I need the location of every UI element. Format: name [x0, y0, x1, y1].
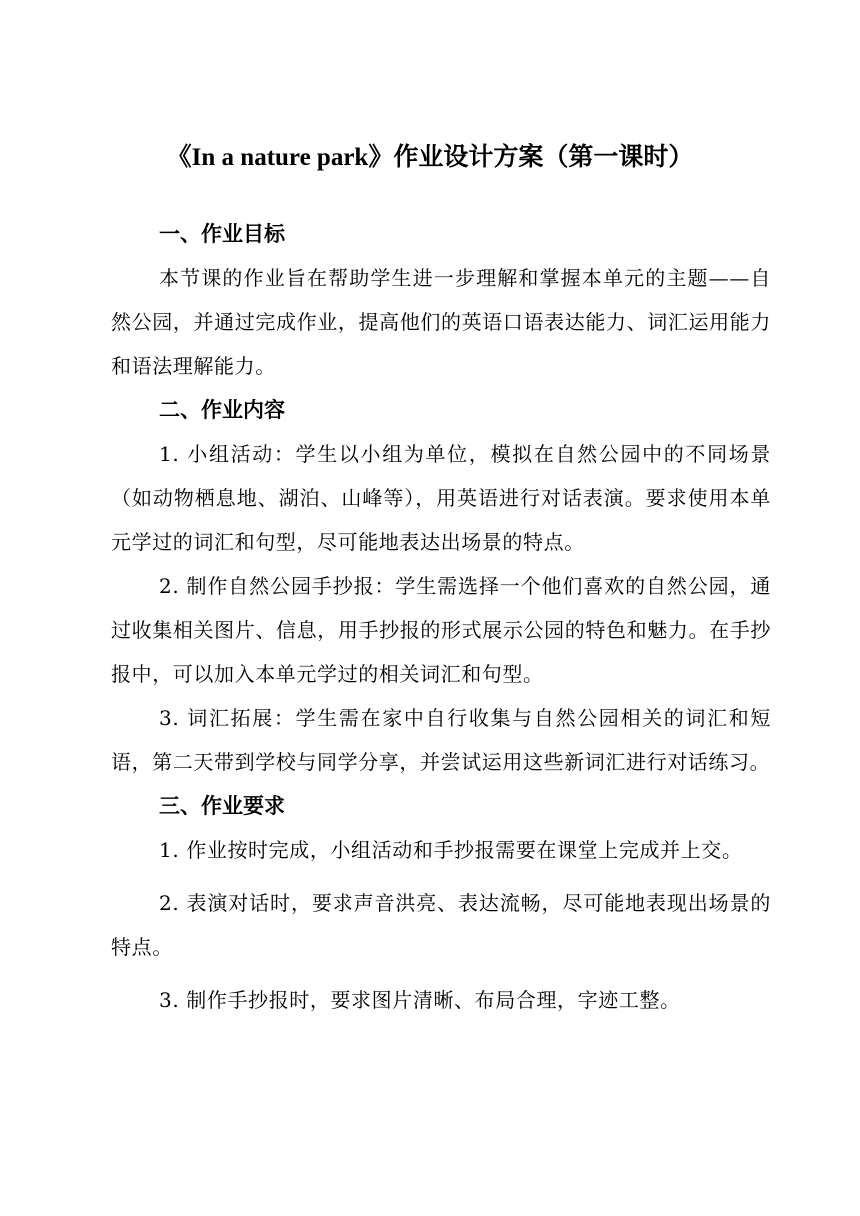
document-body: [111, 212, 771, 1022]
paragraph: 2. 表演对话时，要求声音洪亮、表达流畅，尽可能地表现出场景的特点。: [111, 891, 771, 959]
paragraph: 3. 制作手抄报时，要求图片清晰、布局合理，字迹工整。: [159, 988, 681, 1012]
section-homework-requirements: [111, 784, 771, 1022]
section-homework-content: [111, 388, 771, 784]
paragraph: 1. 小组活动：学生以小组为单位，模拟在自然公园中的不同场景（如动物栖息地、湖泊、山峰等），用英语进行对话表演。要求使用本单元学过的词汇和句型，尽可能地表达出场景的特点。: [111, 442, 771, 554]
paragraph: 1. 作业按时完成，小组活动和手抄报需要在课堂上完成并上交。: [159, 838, 743, 862]
document-title: 《In a nature park》作业设计方案（第一课时）: [166, 144, 694, 171]
section-heading: 三、作业要求: [159, 793, 285, 818]
section-homework-goals: [111, 212, 771, 388]
section-heading: 一、作业目标: [159, 221, 285, 246]
section-heading: 二、作业内容: [159, 397, 285, 422]
paragraph: 3. 词汇拓展：学生需在家中自行收集与自然公园相关的词汇和短语，第二天带到学校与同学分享，并尝试运用这些新词汇进行对话练习。: [111, 706, 771, 774]
paragraph: 本节课的作业旨在帮助学生进一步理解和掌握本单元的主题——自然公园，并通过完成作业，提高他们的英语口语表达能力、词汇运用能力和语法理解能力。: [111, 266, 771, 378]
paragraph: 2. 制作自然公园手抄报：学生需选择一个他们喜欢的自然公园，通过收集相关图片、信息，用手抄报的形式展示公园的特色和魅力。在手抄报中，可以加入本单元学过的相关词汇和句型。: [111, 574, 771, 686]
